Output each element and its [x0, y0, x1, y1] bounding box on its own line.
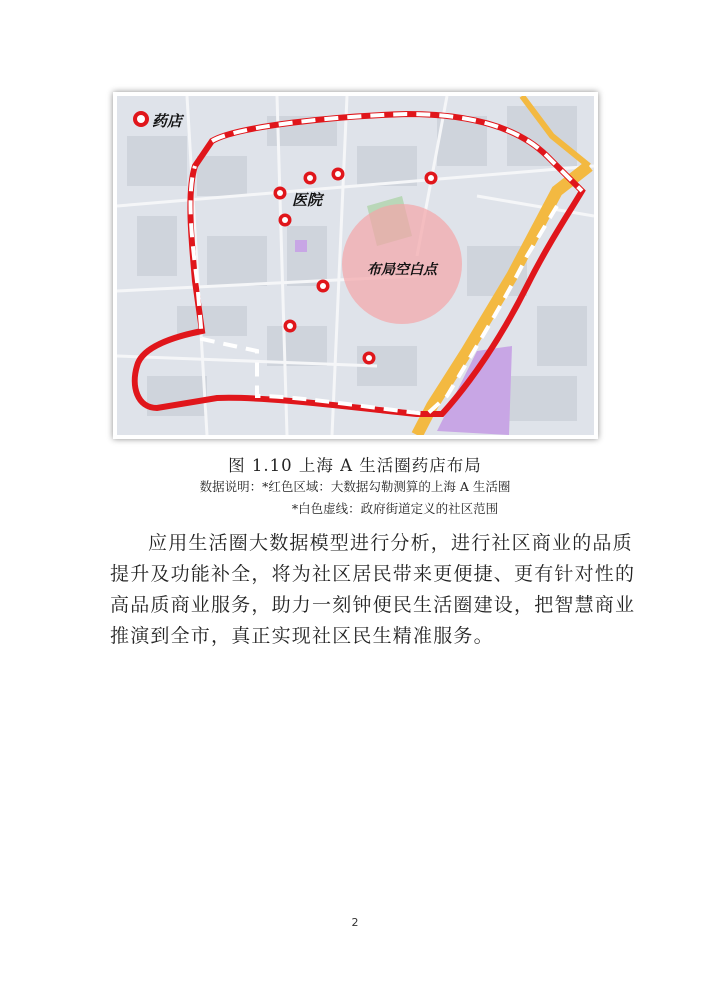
pharmacy-legend-label: 药店 — [152, 112, 183, 130]
body-paragraph — [110, 528, 636, 652]
paragraph-line: 高品质商业服务，助力一刻钟便民生活圈建设，把智慧商业 — [110, 594, 636, 616]
pharmacy-marker-icon — [425, 172, 438, 185]
pharmacy-marker-icon — [279, 214, 292, 227]
paragraph-line: 提升及功能补全，将为社区居民带来更便捷、更有针对性的 — [110, 563, 636, 585]
paragraph-line: 应用生活圈大数据模型进行分析，进行社区商业的品质 — [148, 532, 633, 554]
pharmacy-marker-icon — [332, 168, 345, 181]
pharmacy-marker-icon — [284, 320, 297, 333]
purple-block — [295, 240, 307, 252]
gap-zone-label: 布局空白点 — [367, 262, 437, 278]
paragraph-line: 推演到全市，真正实现社区民生精准服务。 — [110, 625, 494, 647]
figure-map — [113, 92, 598, 439]
caption-note-white: *白色虚线：政府街道定义的社区范围 — [291, 501, 499, 516]
pharmacy-marker-icon — [304, 172, 317, 185]
caption-note-red: 数据说明：*红色区域：大数据勾勒测算的上海 A 生活圈 — [199, 479, 511, 494]
figure-caption: 图 1.10 上海 A 生活圈药店布局 — [228, 456, 482, 475]
pharmacy-marker-icon — [274, 187, 287, 200]
hospital-label: 医院 — [292, 191, 323, 209]
pharmacy-layout-map — [117, 96, 594, 435]
pharmacy-marker-icon — [363, 352, 376, 365]
legend-pharmacy-icon — [133, 111, 149, 127]
page-number: 2 — [351, 916, 359, 929]
pharmacy-marker-icon — [317, 280, 330, 293]
